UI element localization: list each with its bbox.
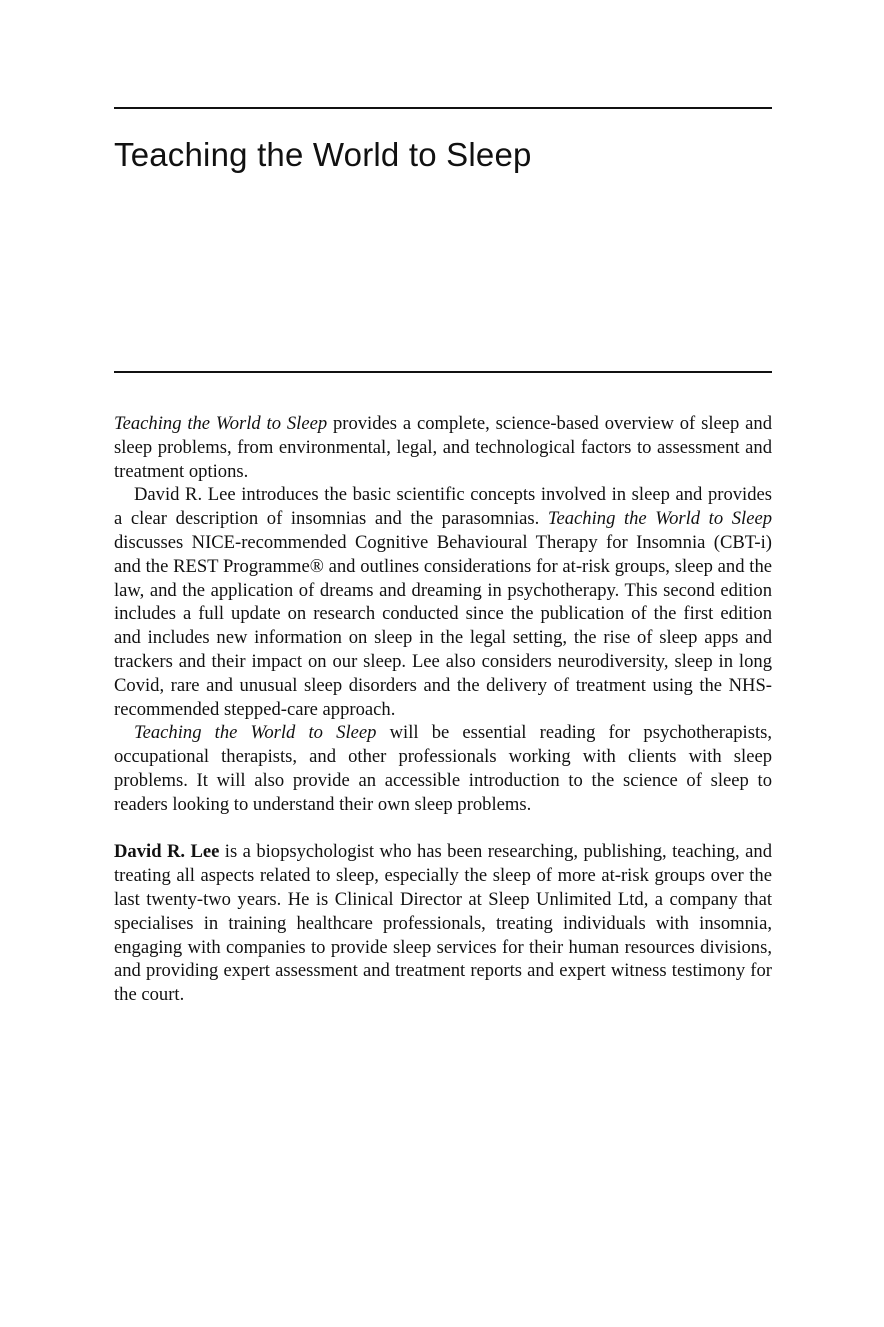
author-bio-text: is a biopsychologist who has been researching, publishing, teaching, and treating all aspects related to sleep, especially the sleep of more at-risk groups over the last twenty-two years. He is Clinical Director at Sleep Unlimited Ltd, a company that specialises in training healthcare professionals, treating individuals with insomnia, engaging with companies to provide sleep services for their human resources divisions, and providing expert assessment and treatment reports and expert witness testimony for the court.	[114, 841, 772, 1006]
paragraph-text: David R. Lee introduces the basic scientific concepts involved in sleep and provides a clear description of insomnias and the parasomnias.	[114, 484, 772, 530]
book-title-reference: Teaching the World to Sleep	[547, 508, 772, 530]
book-title: Teaching the World to Sleep	[114, 136, 532, 173]
paragraph-text: will be essential reading for psychotherapists, occupational therapists, and other professionals working with clients with sleep problems. It will also provide an accessible introduction to the science of sleep to readers looking to understand their own sleep problems.	[114, 722, 772, 815]
description-paragraph-1	[114, 412, 772, 483]
description-paragraph-2	[114, 483, 772, 721]
half-title-page	[114, 0, 772, 1327]
top-rule	[114, 107, 772, 109]
author-name: David R. Lee	[114, 841, 220, 863]
description-paragraph-3	[114, 721, 772, 816]
paragraph-text: provides a complete, science-based overview of sleep and sleep problems, from environmental, legal, and technological factors to assessment and treatment options.	[114, 413, 772, 482]
paragraph-text: discusses NICE-recommended Cognitive Behavioural Therapy for Insomnia (CBT-i) and the REST Programme® and outlines considerations for at-risk groups, sleep and the law, and the application of dreams and dreaming in psychotherapy. This second edition includes a full update on research conducted since the publication of the first edition and includes new information on sleep in the legal setting, the rise of sleep apps and trackers and their impact on our sleep. Lee also considers neurodiversity, sleep in long Covid, rare and unusual sleep disorders and the delivery of treatment using the NHS-recommended stepped-care approach.	[114, 531, 772, 720]
book-title-reference: Teaching the World to Sleep	[114, 413, 328, 434]
author-bio	[114, 840, 772, 1007]
book-title-reference: Teaching the World to Sleep	[134, 722, 377, 744]
book-description	[114, 412, 772, 1007]
bottom-rule	[114, 371, 772, 373]
